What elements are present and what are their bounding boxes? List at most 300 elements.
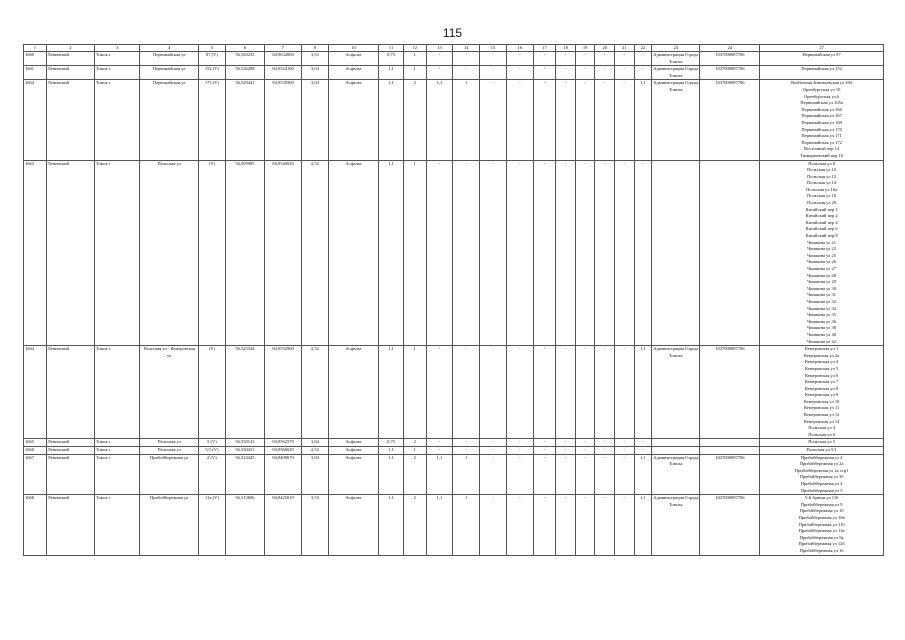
address-line: Оренбургская ул 10	[802, 86, 841, 92]
address-line: Прибойбережная ул 9а	[799, 534, 844, 540]
table-cell: -	[453, 52, 480, 66]
table-cell: 56,520235	[225, 52, 264, 66]
column-header: 13	[426, 45, 453, 52]
table-cell: Прибойбережная ул	[140, 454, 199, 495]
table-cell: 1	[403, 346, 426, 439]
table-cell: -	[480, 447, 507, 455]
address-line: Первомайская ул 169	[801, 119, 842, 125]
address-line: Польская ул 5	[808, 439, 835, 445]
table-cell: -	[556, 495, 576, 555]
table-cell: -	[533, 52, 556, 66]
column-header: 22	[634, 45, 652, 52]
table-cell: Ленинский	[46, 66, 94, 80]
table-cell: 1,1	[634, 80, 652, 160]
column-header: 5	[199, 45, 226, 52]
table-cell: 84,9409670	[264, 454, 301, 495]
ogrn-cell	[700, 160, 760, 346]
address-line: Прибойбережная ул 4	[800, 481, 843, 486]
maintainer-cell	[652, 160, 700, 346]
address-line: Кемеровская ул 7	[804, 379, 839, 385]
address-line: Прибойбережная ул 9	[800, 501, 843, 507]
table-cell: Асфальт	[328, 52, 378, 66]
address-line: Первомайская ул 172	[801, 139, 842, 145]
table-cell: 0,75	[379, 439, 404, 447]
table-cell: -	[634, 66, 652, 80]
table-cell: -	[615, 52, 635, 66]
table-cell: 84,9539300	[264, 80, 301, 160]
table-cell: 84,9566020	[264, 447, 301, 455]
address-line: Кемеровская ул 4	[804, 359, 839, 365]
table-cell: -	[426, 346, 453, 439]
table-cell: 1	[403, 160, 426, 346]
table-cell: Ленинский	[46, 346, 94, 439]
maintainer-cell: Администрация Города Томска	[652, 495, 700, 555]
table-cell: -	[556, 52, 576, 66]
table-cell: 56,530431	[225, 447, 264, 455]
table-cell: 1	[403, 52, 426, 66]
maintainer-cell: Администрация Города Томска	[652, 346, 700, 439]
table-cell: -	[615, 66, 635, 80]
table-cell: -	[634, 447, 652, 455]
address-line: Чишкина ул 35	[807, 312, 837, 318]
table-cell: -	[426, 52, 453, 66]
column-header: 7	[264, 45, 301, 52]
addresses-cell	[760, 454, 884, 495]
table-cell: -	[533, 495, 556, 555]
table-body	[24, 45, 884, 556]
address-line: Первомайская ул 87	[802, 52, 841, 57]
table-cell: 5 (V)	[199, 439, 226, 447]
table-cell: Первомайская ул	[140, 80, 199, 160]
address-line: Польская ул 20	[807, 200, 837, 206]
table-cell: -	[533, 439, 556, 447]
table-cell: -	[480, 346, 507, 439]
table-cell: Ленинский	[46, 160, 94, 346]
column-header: 20	[595, 45, 615, 52]
table-cell: -	[615, 160, 635, 346]
address-line: Чишкина ул 40	[807, 331, 837, 337]
address-line: Чишкина ул 29	[807, 279, 837, 285]
table-cell: 56,530141	[225, 439, 264, 447]
addresses-cell	[760, 66, 884, 80]
table-cell: -	[575, 80, 595, 160]
address-line: Первомайская ул 152	[801, 66, 842, 72]
address-line: Первомайская ул 165а	[800, 100, 843, 106]
table-cell: -	[556, 454, 576, 495]
table-cell: -	[453, 160, 480, 346]
table-cell: -	[556, 160, 576, 346]
table-cell: 56,525344	[225, 346, 264, 439]
table-cell: 84,9552900	[264, 346, 301, 439]
table-cell: -	[595, 454, 615, 495]
table-cell: 152 (V)	[199, 66, 226, 80]
table-cell: -	[556, 346, 576, 439]
table-cell: 1668	[24, 495, 47, 555]
header-row	[24, 45, 884, 52]
table-cell: 2 (V)	[199, 454, 226, 495]
address-line: Чишкина ул 25	[807, 252, 837, 258]
maintainer-cell: Администрация Города Томска	[652, 80, 700, 160]
column-header: 6	[225, 45, 264, 52]
address-line: Чишкина ул 32	[807, 298, 837, 304]
table-row	[24, 454, 884, 495]
table-cell: 84,9425010	[264, 495, 301, 555]
table-cell: 1,1	[379, 346, 404, 439]
address-line: Польская ул 12	[807, 173, 837, 179]
table-cell: 1,1	[634, 495, 652, 555]
table-cell: 1,1	[426, 80, 453, 160]
address-line: Китайский пер 6	[805, 226, 838, 232]
table-cell: Асфальт	[328, 439, 378, 447]
column-header: 19	[575, 45, 595, 52]
address-line: Китайский пер 8	[805, 233, 838, 239]
table-cell: 0,75	[379, 52, 404, 66]
table-cell: -	[480, 80, 507, 160]
table-cell: 1663	[24, 160, 47, 346]
table-cell: Ленинский	[46, 454, 94, 495]
page-number: 115	[442, 26, 463, 40]
column-header: 12	[403, 45, 426, 52]
table-cell: 1664	[24, 346, 47, 439]
address-line: Чишкина ул 21	[807, 239, 837, 245]
table-cell: -	[506, 447, 533, 455]
table-cell: 5/1 (V)	[199, 447, 226, 455]
table-cell: Польская ул - Кемеровская ул	[140, 346, 199, 439]
table-cell: 1	[403, 66, 426, 80]
table-cell: Асфальт	[328, 454, 378, 495]
table-cell: 2,52	[302, 160, 329, 346]
table-cell: 2,52	[302, 346, 329, 439]
maintainer-cell	[652, 447, 700, 455]
addresses-cell	[760, 439, 884, 447]
table-cell: -	[533, 80, 556, 160]
table-cell: 1	[453, 454, 480, 495]
address-line: Чишкина ул 30	[807, 285, 837, 291]
address-line: Польская ул 6	[808, 431, 835, 437]
table-row	[24, 160, 884, 346]
address-line: Чишкина ул 31	[807, 292, 837, 298]
table-cell: 3,04	[302, 66, 329, 80]
table-cell: -	[480, 454, 507, 495]
table-cell: -	[575, 454, 595, 495]
address-line: Польская ул 14	[807, 180, 837, 186]
table-cell: Томск г	[95, 66, 140, 80]
table-cell: -	[595, 495, 615, 555]
table-cell: -	[595, 346, 615, 439]
table-cell: 11а (V)	[199, 495, 226, 555]
address-line: Польская ул 16а	[806, 186, 838, 192]
table-cell: -	[426, 439, 453, 447]
table-cell: 1665	[24, 439, 47, 447]
address-line: Чишкина ул 36	[807, 318, 837, 324]
address-line: Прибойбережная ул 2а	[799, 461, 844, 467]
table-cell: -	[506, 346, 533, 439]
table-cell: -	[506, 160, 533, 346]
address-line: Чишкина ул 26	[807, 259, 837, 265]
ogrn-cell: 1037000087706	[700, 346, 760, 439]
address-line: Прибойбережная ул 16	[799, 547, 844, 553]
table-cell: Ленинский	[46, 439, 94, 447]
address-line: Польская ул 5/1	[806, 447, 837, 453]
address-line: 5-й Армии ул 116	[804, 495, 839, 501]
address-line: Первомайская ул 171	[801, 133, 842, 139]
table-cell: 2	[403, 80, 426, 160]
addresses-cell	[760, 160, 884, 346]
address-line: Прибойбережная ул 2а стр1	[794, 467, 849, 473]
table-cell: -	[480, 160, 507, 346]
table-cell: -	[533, 160, 556, 346]
table-cell: -	[615, 454, 635, 495]
column-header: 14	[453, 45, 480, 52]
table-row	[24, 80, 884, 160]
table-cell: -	[595, 447, 615, 455]
address-line: Тимирязевский пер 16	[800, 152, 844, 158]
address-line: Войлочная Зиновьевская ул 202	[791, 80, 853, 86]
table-cell: Томск г	[95, 52, 140, 66]
table-cell: Томск г	[95, 80, 140, 160]
table-cell: 3,04	[302, 80, 329, 160]
table-cell: -	[506, 495, 533, 555]
address-line: Оренбургская ул 6	[803, 93, 840, 99]
table-row	[24, 447, 884, 455]
table-cell: 2,52	[302, 447, 329, 455]
table-cell: 1,1	[379, 454, 404, 495]
table-cell: -	[615, 495, 635, 555]
address-line: Первомайская ул 167	[801, 113, 842, 119]
table-cell: -	[426, 447, 453, 455]
table-cell: -	[533, 447, 556, 455]
table-row	[24, 439, 884, 447]
table-cell: 1,1	[426, 495, 453, 555]
table-cell: 1,1	[634, 454, 652, 495]
table-cell: -	[480, 439, 507, 447]
table-cell: -	[506, 454, 533, 495]
address-line: Кемеровская ул 8	[804, 385, 839, 391]
table-cell: -	[575, 66, 595, 80]
address-line: Кемеровская ул 1	[804, 346, 839, 352]
table-cell: -	[595, 80, 615, 160]
address-line: Чишкина ул 28	[807, 272, 837, 278]
address-line: Прибойбережная ул 11б	[798, 521, 845, 527]
table-cell: Асфальт	[328, 495, 378, 555]
column-header: 17	[533, 45, 556, 52]
table-cell: 56,529441	[225, 80, 264, 160]
address-line: Кемеровская ул 9	[804, 392, 839, 398]
table-cell: 1	[403, 447, 426, 455]
table-cell: -	[480, 52, 507, 66]
table-cell: 1	[453, 80, 480, 160]
table-row	[24, 52, 884, 66]
table-cell: 1662	[24, 80, 47, 160]
table-cell: 3,53	[302, 495, 329, 555]
column-header: 27	[760, 45, 884, 52]
table-cell: -	[453, 346, 480, 439]
table-cell: Польская ул	[140, 439, 199, 447]
table-cell: 1,1	[379, 80, 404, 160]
table-cell: Ленинский	[46, 447, 94, 455]
ogrn-cell: 1037000087706	[700, 495, 760, 555]
table-cell: Томск г	[95, 454, 140, 495]
table-cell: -	[615, 439, 635, 447]
addresses-cell	[760, 495, 884, 555]
table-cell: -	[595, 160, 615, 346]
table-cell: 56,513606	[225, 495, 264, 555]
table-cell: -	[575, 447, 595, 455]
ogrn-cell	[700, 447, 760, 455]
table-cell: Ленинский	[46, 495, 94, 555]
address-line: Прибойбережная ул 5	[800, 487, 843, 493]
column-header: 18	[556, 45, 576, 52]
table-cell: -	[506, 66, 533, 80]
column-header: 3	[95, 45, 140, 52]
table-cell: -	[595, 439, 615, 447]
table-cell: 2	[403, 495, 426, 555]
column-header: 8	[302, 45, 329, 52]
table-cell: -	[556, 80, 576, 160]
column-header: 23	[652, 45, 700, 52]
table-cell: 2	[403, 439, 426, 447]
maintainer-cell: Администрация Города Томска	[652, 454, 700, 495]
ogrn-cell: 1037000087706	[700, 52, 760, 66]
column-header: 10	[328, 45, 378, 52]
table-cell: -	[480, 66, 507, 80]
table-cell: -	[634, 439, 652, 447]
table-cell: Ленинский	[46, 52, 94, 66]
table-cell: -	[556, 66, 576, 80]
table-cell: 84,9632000	[264, 52, 301, 66]
address-line: Прибойбережная ул 2	[800, 454, 843, 460]
table-row	[24, 346, 884, 439]
address-line: Чишкина ул 38	[807, 325, 837, 331]
address-line: Первомайская ул 170	[801, 126, 842, 132]
table-cell: 2	[403, 454, 426, 495]
address-line: Польская ул 18	[807, 193, 837, 199]
table-cell: 175 (V)	[199, 80, 226, 160]
address-line: Польская ул 8	[808, 160, 835, 166]
table-cell: Асфальт	[328, 346, 378, 439]
table-cell: (V)	[199, 160, 226, 346]
address-line: Восточный пер 14	[804, 146, 840, 152]
table-cell: Асфальт	[328, 66, 378, 80]
column-header: 24	[700, 45, 760, 52]
table-cell: -	[575, 346, 595, 439]
table-cell: -	[533, 346, 556, 439]
table-cell: 1,1	[379, 495, 404, 555]
table-cell: -	[575, 52, 595, 66]
table-cell: -	[506, 80, 533, 160]
column-header: 15	[480, 45, 507, 52]
address-line: Прибойбережная ул 10	[799, 508, 844, 514]
table-cell: Первомайская ул	[140, 52, 199, 66]
table-cell: -	[575, 160, 595, 346]
ogrn-cell: 1037000087706	[700, 454, 760, 495]
column-header: 21	[615, 45, 635, 52]
road-registry-table	[23, 44, 884, 556]
column-header: 2	[46, 45, 94, 52]
table-cell: -	[480, 495, 507, 555]
table-cell: -	[506, 439, 533, 447]
address-line: Прибойбережная ул 3б	[799, 474, 844, 480]
addresses-cell	[760, 52, 884, 66]
address-line: Чишкина ул 27	[807, 266, 837, 271]
table-cell: 87 (V)	[199, 52, 226, 66]
table-cell: 84,9540020	[264, 160, 301, 346]
table-cell: 84,9562570	[264, 439, 301, 447]
table-cell: -	[634, 160, 652, 346]
table-cell: 1666	[24, 447, 47, 455]
address-line: Прибойбережная ул 10а	[798, 514, 845, 520]
address-line: Кемеровская ул 11	[803, 405, 840, 411]
table-cell: Асфальт	[328, 160, 378, 346]
address-line: Первомайская ул 166	[801, 106, 842, 112]
address-line: Чишкина ул 34	[807, 305, 837, 311]
table-cell: 1667	[24, 454, 47, 495]
addresses-cell	[760, 447, 884, 455]
table-cell: -	[595, 66, 615, 80]
address-line: Польская ул 10	[807, 167, 837, 173]
table-cell: 3,53	[302, 52, 329, 66]
address-line: Чишкина ул 42	[807, 338, 837, 344]
addresses-cell	[760, 346, 884, 439]
ogrn-cell: 1037000087706	[700, 80, 760, 160]
table-cell: -	[453, 447, 480, 455]
address-line: Чишкина ул 23	[807, 246, 837, 252]
table-cell: Томск г	[95, 346, 140, 439]
table-cell: Томск г	[95, 495, 140, 555]
table-cell: -	[453, 439, 480, 447]
table-cell: 56,523445	[225, 454, 264, 495]
ogrn-cell: 1037000087706	[700, 66, 760, 80]
table-cell: (V)	[199, 346, 226, 439]
table-row	[24, 495, 884, 555]
table-cell: -	[575, 495, 595, 555]
table-cell: Томск г	[95, 439, 140, 447]
address-line: Кемеровская ул 6	[804, 372, 839, 378]
address-line: Кемеровская ул 10	[803, 398, 840, 404]
table-cell: Польская ул	[140, 447, 199, 455]
table-cell: 56,509985	[225, 160, 264, 346]
table-cell: -	[426, 66, 453, 80]
table-cell: 56,526288	[225, 66, 264, 80]
table-cell: 1661	[24, 66, 47, 80]
table-cell: -	[533, 454, 556, 495]
table-cell: 1	[453, 495, 480, 555]
address-line: Китайский пер 4	[805, 219, 838, 225]
table-cell: -	[426, 160, 453, 346]
table-cell: -	[453, 66, 480, 80]
table-cell: -	[575, 439, 595, 447]
address-line: Польская ул 4	[808, 425, 835, 431]
table-cell: 1,1	[426, 454, 453, 495]
address-line: Кемеровская ул 5	[804, 365, 839, 371]
address-line: Кемеровская ул 12	[803, 412, 840, 418]
column-header: 16	[506, 45, 533, 52]
table-cell: 3,04	[302, 454, 329, 495]
address-line: Китайский пер 2	[805, 213, 838, 219]
table-row	[24, 66, 884, 80]
maintainer-cell	[652, 439, 700, 447]
table-cell: -	[595, 52, 615, 66]
table-cell: 1,1	[379, 160, 404, 346]
table-cell: -	[615, 346, 635, 439]
address-line: Прибойбережная ул 12б	[798, 541, 845, 547]
table-cell: -	[615, 447, 635, 455]
table-cell: Асфальт	[328, 80, 378, 160]
table-cell: -	[556, 447, 576, 455]
table-cell: 1,1	[634, 346, 652, 439]
addresses-cell	[760, 80, 884, 160]
address-line: Кемеровская ул 2а	[803, 352, 840, 358]
